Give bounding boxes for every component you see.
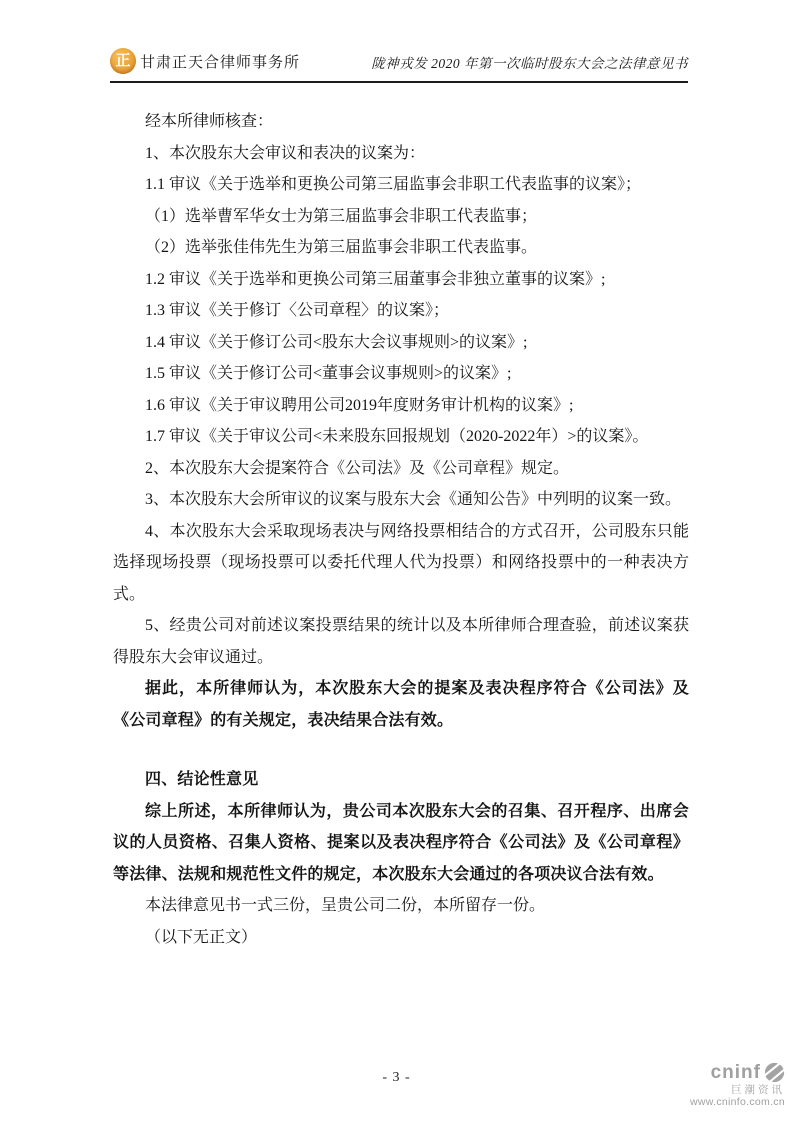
page-number: - 3 - [382,1070,411,1085]
body-paragraph: 1.1 审议《关于选举和更换公司第三届监事会非职工代表监事的议案》； [145,176,642,193]
body-paragraph: 1.6 审议《关于审议聘用公司2019年度财务审计机构的议案》; [145,396,574,414]
body-paragraph: 1.7 审议《关于审议公司<未来股东回报规划（2020-2022年）>的议案》。 [145,428,649,445]
paragraph-spacer [113,736,689,764]
final-opinion-paragraph: 综上所述，本所律师认为，贵公司本次股东大会的召集、召开程序、出席会议的人员资格、召集人资格、提案以及表决程序符合《公司法》及《公司章程》等法律、法规和规范性文件的规定，本次股东大会通过的各项决议合法有效。 [113,802,689,883]
body-paragraph: 1.4 审议《关于修订公司<股东大会议事规则>的议案》; [145,333,528,351]
body-paragraph: 2、本次股东大会提案符合《公司法》及《公司章程》规定。 [145,459,570,477]
body-paragraph: 3、本次股东大会所审议的议案与股东大会《通知公告》中列明的议案一致。 [145,491,682,508]
cninfo-wordmark-row [690,1062,785,1083]
law-firm-logo-icon [110,48,136,74]
body-paragraph: （以下无正文） [145,928,258,946]
page-header [110,48,688,83]
cninfo-url: www.cninfo.com.cn [690,1095,785,1108]
body-paragraph: 4、本次股东大会采取现场表决与网络投票相结合的方式召开，公司股东只能选择现场投票（现场投票可以委托代理人代为投票）和网络投票中的一种表决方式。 [113,522,689,603]
body-paragraph: 本法律意见书一式三份，呈贵公司二份，本所留存一份。 [145,897,546,914]
section-heading-conclusion: 四、结论性意见 [145,771,259,788]
cninfo-watermark [690,1062,785,1108]
law-firm-name: 甘肃正天合律师事务所 [140,54,301,71]
document-title: 陇神戎发 2020 年第一次临时股东大会之法律意见书 [371,56,688,71]
law-firm-logo-glyph: 正 [115,52,131,69]
document-body [113,106,689,953]
body-paragraph: 1.3 审议《关于修订〈公司章程〉的议案》； [145,302,450,319]
body-paragraph: （1）选举曹军华女士为第三届监事会非职工代表监事； [145,207,538,225]
conclusion-statement: 据此，本所律师认为，本次股东大会的提案及表决程序符合《公司法》及《公司章程》的有关规定，表决结果合法有效。 [113,680,689,729]
body-paragraph: 1、本次股东大会审议和表决的议案为： [145,144,426,162]
body-paragraph: （2）选举张佳伟先生为第三届监事会非职工代表监事。 [145,239,538,256]
cninfo-chinese-name: 巨潮资讯 [731,1083,785,1096]
law-firm-brand [110,48,300,74]
cninfo-swirl-icon [764,1062,785,1083]
body-paragraph: 1.2 审议《关于选举和更换公司第三届董事会非独立董事的议案》; [145,270,606,288]
cninfo-wordmark: cninf [710,1061,761,1083]
body-paragraph: 5、经贵公司对前述议案投票结果的统计以及本所律师合理查验，前述议案获得股东大会审议通过。 [113,617,689,666]
body-paragraph: 1.5 审议《关于修订公司<董事会议事规则>的议案》; [145,365,512,382]
body-paragraph: 经本所律师核查： [145,113,274,130]
